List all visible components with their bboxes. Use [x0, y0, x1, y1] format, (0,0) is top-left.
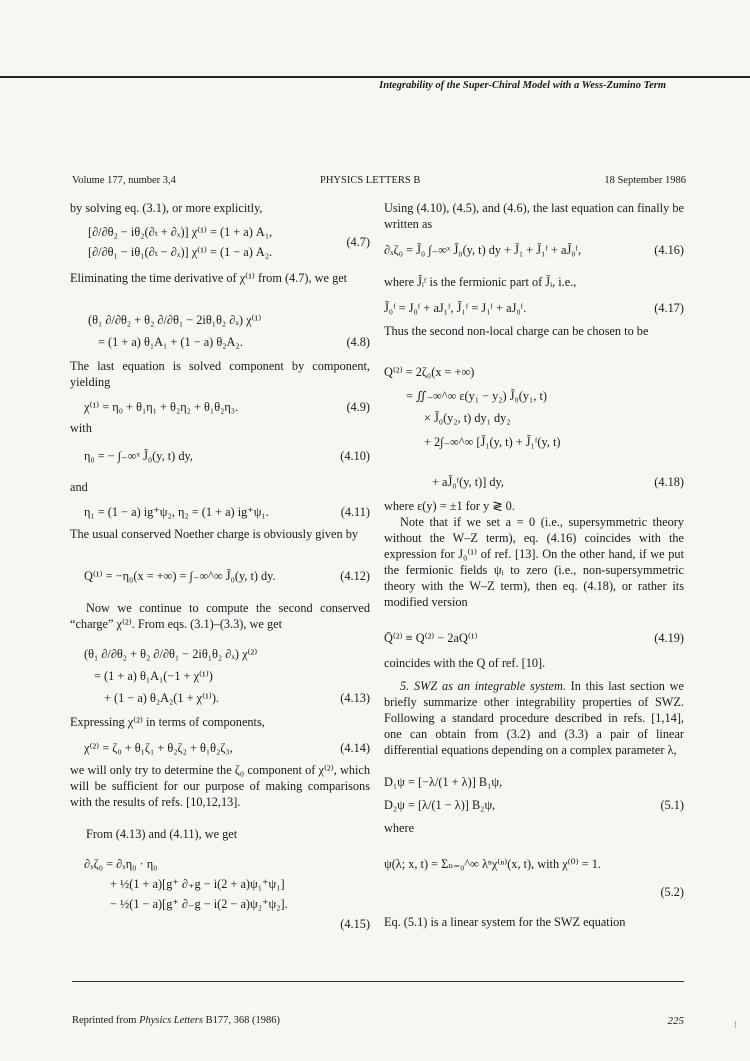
- eq-4-19-number: (4.19): [654, 631, 684, 645]
- left-solved-text: The last equation is solved component by component, yielding: [70, 359, 370, 389]
- eq-4-19: Q̄⁽²⁾ ≡ Q⁽²⁾ − 2aQ⁽¹⁾: [384, 631, 478, 645]
- left-from: From (4.13) and (4.11), we get: [86, 827, 238, 841]
- eq-4-15-line2: + ½(1 + a)[g⁺ ∂₊g − i(2 + a)ψ₁⁺ψ₁]: [110, 877, 285, 891]
- eq-4-18-line3: × J̃₀(y₂, t) dy₁ dy₂: [424, 411, 511, 425]
- eq-4-14-number: (4.14): [340, 741, 370, 755]
- eq-4-16: ∂ₓζ₀ = J̃₀ ∫₋∞ˣ J̃₀(y, t) dy + J̃₁ + J̃₁ᶠ + aJ̃₀ᶠ,: [384, 243, 582, 257]
- eq-4-13-line3: + (1 − a) θ₂A₂(1 + χ⁽¹⁾).: [104, 691, 219, 705]
- eq-4-9-number: (4.9): [346, 400, 370, 414]
- eq-4-15-number: (4.15): [340, 917, 370, 931]
- left-para3: we will only try to determine the ζ₀ component of χ⁽²⁾, which will be sufficient for our purpose of making comparisons with the results of refs. [10,12,13].: [70, 763, 370, 809]
- right-where1: where J̃ᵢᶠ is the fermionic part of J̃ᵢ, i.e.,: [384, 275, 577, 289]
- left-column: [70, 200, 370, 970]
- eq-4-18-line5: + aJ̃₀ᶠ(y, t)] dy,: [432, 475, 504, 489]
- eq-4-8-line2: = (1 + a) θ₁A₁ + (1 − a) θ₂A₂.: [98, 335, 243, 349]
- eq-4-13-line1: (θ₁ ∂/∂θ₂ + θ₂ ∂/∂θ₁ − 2iθ₁θ₂ ∂ₓ) χ⁽²⁾: [84, 647, 258, 661]
- eq-4-18-line4: + 2∫₋∞^∞ [J̃₁(y, t) + J̃₁ᶠ(y, t): [424, 435, 561, 449]
- eq-4-15-line3: − ½(1 − a)[g⁺ ∂₋g − i(2 − a)ψ₂⁺ψ₂].: [110, 897, 288, 911]
- left-para2: Now we continue to compute the second conserved “charge” χ⁽²⁾. From eqs. (3.1)–(3.3), we get: [70, 601, 370, 631]
- eq-4-11-number: (4.11): [340, 505, 370, 519]
- eq-4-12: Q⁽¹⁾ = −η₀(x = +∞) = ∫₋∞^∞ J̃₀(y, t) dy.: [84, 569, 276, 583]
- eq-4-17: J̃₀ᶠ = J₀ᶠ + aJ₁ᶠ, J̃₁ᶠ = J₁ᶠ + aJ₀ᶠ.: [384, 301, 527, 315]
- eq-5-1-number: (5.1): [660, 798, 684, 812]
- eq-5-2: ψ(λ; x, t) = Σₙ₌₀^∞ λⁿχ⁽ⁿ⁾(x, t), with χ⁽⁰⁾ = 1.: [384, 857, 601, 871]
- left-elim-text: Eliminating the time derivative of χ⁽¹⁾ from (4.7), we get: [70, 271, 348, 285]
- reprint-ref: B177, 368 (1986): [202, 1015, 280, 1026]
- scan-edge-mark: ⁞: [734, 1020, 737, 1031]
- journal-volume: Volume 177, number 3,4: [72, 175, 176, 186]
- left-with: with: [70, 421, 92, 435]
- reprint-prefix: Reprinted from: [72, 1015, 140, 1026]
- eq-4-9: χ⁽¹⁾ = η₀ + θ₁η₁ + θ₂η₂ + θ₁θ₂η₃.: [84, 400, 239, 414]
- running-head: Integrability of the Super-Chiral Model with a Wess-Zumino Term: [379, 80, 666, 91]
- eq-5-2-number: (5.2): [660, 885, 684, 899]
- journal-name: PHYSICS LETTERS B: [320, 175, 421, 186]
- eq-4-8-number: (4.8): [346, 335, 370, 349]
- page-number: 225: [667, 1015, 684, 1027]
- eq-4-17-number: (4.17): [654, 301, 684, 315]
- section-5-title: 5. SWZ as an integrable system.: [400, 679, 566, 693]
- left-intro: by solving eq. (3.1), or more explicitly,: [70, 201, 263, 215]
- eq-5-1-line2: D₂ψ = [λ/(1 − λ)] B₂ψ,: [384, 798, 496, 812]
- eq-4-7-number: (4.7): [346, 235, 370, 249]
- eq-4-15-line1: ∂ₓζ₀ = ∂ₓη₀ · η₀: [84, 857, 158, 871]
- eq-4-18-line2: = ∬₋∞^∞ ε(y₁ − y₂) J̃₀(y₁, t): [406, 389, 547, 403]
- eq-4-14: χ⁽²⁾ = ζ₀ + θ₁ζ₁ + θ₂ζ₂ + θ₁θ₂ζ₃,: [84, 741, 233, 755]
- right-thus: Thus the second non-local charge can be chosen to be: [384, 324, 649, 338]
- eq-4-18-number: (4.18): [654, 475, 684, 489]
- eq-4-16-number: (4.16): [654, 243, 684, 257]
- right-using: Using (4.10), (4.5), and (4.6), the last equation can finally be written as: [384, 201, 684, 231]
- eq-5-1-line1: D₁ψ = [−λ/(1 + λ)] B₁ψ,: [384, 775, 503, 789]
- eq-4-10: η₀ = − ∫₋∞ˣ J̃₀(y, t) dy,: [84, 449, 193, 463]
- reprint-note: [72, 1015, 280, 1026]
- eq-4-11: η₁ = (1 − a) ig⁺ψ₂, η₂ = (1 + a) ig⁺ψ₁.: [84, 505, 269, 519]
- left-and: and: [70, 480, 88, 494]
- footer-rule: [72, 981, 684, 982]
- right-note: Note that if we set a = 0 (i.e., supersymmetric theory without the W–Z term), eq. (4.16) coincides with the expression for J₀⁽¹⁾ of ref. [13]. On the other hand, if we put the fermionic fields ψᵢ to zero (i.e., non-supersymmetric theory with the W–Z term), then eq. (4.18), or rather its modified version: [384, 515, 684, 609]
- eq-4-12-number: (4.12): [340, 569, 370, 583]
- right-column: [384, 200, 684, 970]
- right-where2: where ε(y) = ±1 for y ≷ 0.: [384, 499, 515, 513]
- header-rule: [0, 76, 750, 78]
- eq-4-8-line1: (θ₁ ∂/∂θ₂ + θ₂ ∂/∂θ₁ − 2iθ₁θ₂ ∂ₓ) χ⁽¹⁾: [88, 313, 262, 327]
- right-where3: where: [384, 821, 415, 835]
- eq-4-13-line2: = (1 + a) θ₁A₁(−1 + χ⁽¹⁾): [94, 669, 213, 683]
- section-5-body: In this last section we briefly summarize other integrability properties of SWZ. Following a standard procedure described in refs. [1,14], one can obtain from (3.2) and (3.3) a pair of linear differential equations depending on a complex parameter λ,: [384, 679, 684, 757]
- right-coincides: coincides with the Q of ref. [10].: [384, 656, 546, 670]
- journal-date: 18 September 1986: [604, 175, 686, 186]
- eq-4-7-line1: [∂/∂θ₂ − iθ₂(∂ₜ + ∂ₓ)] χ⁽¹⁾ = (1 + a) A₁,: [88, 225, 273, 239]
- section-5-paragraph: [384, 678, 684, 758]
- eq-4-13-number: (4.13): [340, 691, 370, 705]
- left-expressing: Expressing χ⁽²⁾ in terms of components,: [70, 715, 265, 729]
- eq-4-18-line1: Q⁽²⁾ = 2ζ₀(x = +∞): [384, 365, 475, 379]
- eq-4-7-line2: [∂/∂θ₁ − iθ₁(∂ₜ − ∂ₓ)] χ⁽¹⁾ = (1 − a) A₂.: [88, 245, 273, 259]
- reprint-journal: Physics Letters: [139, 1015, 203, 1026]
- right-last-line: Eq. (5.1) is a linear system for the SWZ equation: [384, 915, 626, 929]
- eq-4-10-number: (4.10): [340, 449, 370, 463]
- left-noether-text: The usual conserved Noether charge is obviously given by: [70, 527, 358, 541]
